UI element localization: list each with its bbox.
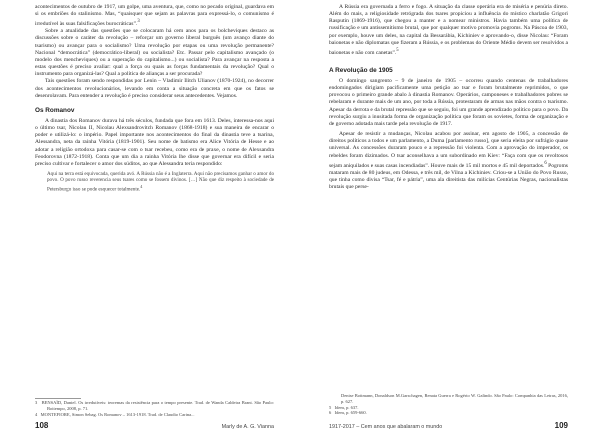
footnote-ref: 6 <box>544 160 547 166</box>
running-footer: Marly de A. G. Vianna <box>221 424 274 430</box>
left-footnotes <box>35 398 274 417</box>
block-quote: Aqui na terra está equivocada, querida avó. A Rússia não é a Inglaterra. Aqui não precisamos ganhar o amor do povo. O povo russo reverencia seus tsares como se fossem divinos. […] Não que diz respeito à sociedade de Petersburgo isso se pode esquecer totalmente.$^4$ <box>47 170 274 193</box>
footnote-ref: 4 <box>140 183 143 189</box>
section-heading: Os Romanov <box>35 106 75 114</box>
footnote: Denise Bottmann, Donaldson M.Garschagen, Renata Guerra e Rogério W. Galindo. São Paulo: Companhia das Letras, 2016, p. 627. <box>341 393 568 404</box>
paragraph: A Rússia era governada a ferro e fogo. A situação da classe operária era de miséria e penúria direto. Além do mais, a religiosidade retrógrada dos tsares propiciou a influência do místico charlatão Grigori Rasputin (1869-1916), que chegou a manter e a nomear ministros. Havia também uma política de russificação e um antissemitismo brutal, que por qualquer motivo promovia pogroms. Na Páscoa de 1903, por exemplo, houve um deles, na capital da Bessarábia, Kichiniev e aprovando-o, disse Nicolau: “Foram baionetas e não diplomatas que fizeram a Rússia, e os problemas do Oriente Médio devem ser resolvidos a baionetas e não com canetas”.$^5$ <box>329 4 568 56</box>
right-footnotes <box>329 393 568 416</box>
footnote-ref: 5 <box>396 47 399 53</box>
right-page-footer <box>329 421 568 430</box>
right-column <box>329 4 568 191</box>
paragraph: A dinastia dos Romanov durava há três séculos, fundada que fora em 1613. Deles, interessa-nos aqui o último tsar, Nicolau II, Nicolau Alexsandrovitch Romanov (1868-1918) e sua maneira de encarar o poder e utilizá-lo: o império. Papel importante nos acontecimentos do final da dinastia teve a tsarina, Alessandra, neta da rainha Vitória (1819-1901). Seu nome de batismo era Alice Vitória de Hesse e ao adotar a religião ortodoxa para casar-se com o tsar recebeu, como era de praxe, o nome de Alexsandra Feodorovna (1872-1918). Conta que um dia a rainha Vitória lhe disse que governar era difícil e seria preciso cultivar e fortalecer o amor dos súditos, ao que Alessandra teria respondido: <box>35 117 274 167</box>
running-footer: 1917-2017 – Cem anos que abalaram o mundo <box>329 424 443 430</box>
footnote-ref: 3 <box>137 19 140 25</box>
left-column <box>35 4 274 193</box>
footnote: 3 BENSAÏD, Daniel. Os irredutíveis: teoremas da resistência para o tempo presente. Trad. de Wanda Caldeira Brant. São Paulo: Boitempo, 2008, p. 71. <box>35 400 275 411</box>
paragraph: Sobre a atualidade das questões que se colocaram há cem anos para os bolcheviques destaco as discussões sobre o caráter da revolução – reforçar um governo liberal burguês (um avanço diante do tsarismo) ou avançar para o socialismo? Uma revolução por etapas ou uma revolução permanente? Nacional “democrática” (democrático-liberal) ou socialista? Etc. Passar pelo capitalismo avançado (o modelo dos mencheviques) ou a superação do capitalismo...) ou socialista? Para avançar na resposta a estas questões é preciso avaliar: qual a força ou quais as forças fundamentais da revolução? Qual o instrumento para organizá-las? Qual a política de alianças a ser procurada? <box>35 28 274 78</box>
section-heading: A Revolução de 1905 <box>329 66 393 74</box>
paragraph: Tais questões foram sendo respondidas por Lenin – Vladimir Ilitch Ulianov (1870-1924), no decorrer dos acontecimentos revolucionários, levando em conta a situação concreta em que os fatos se desenrolavam. Para entender a revolução é preciso considerar seus antecedentes. Vejamos. <box>35 78 274 99</box>
paragraph: O domingo sangrento – 9 de janeiro de 1905 – ocorreu quando centenas de trabalhadores endomingados dirigiam pacificamente uma petição ao tsar e foram brutalmente reprimidos, o que provocou o primeiro grande abalo à dinastia Romanov. Operários, camponeses e trabalhadores pobres se rebelaram e durante mais de um ano, por toda a Rússia, protestaram de armas nas mãos contra o tsarismo. Apesar da derrota e da brutal repressão que se seguiu, foi um grande aprendizado político para o povo. Da revolução surgiu a inusitada forma de organização política que foram os sovietes, forma de organização e de governo adotada mais tarde pela revolução de 1917. <box>329 77 568 127</box>
left-page-footer <box>35 421 274 430</box>
footnote: 6 Idem, p. 659-660. <box>329 410 367 416</box>
footnote: 5 Idem, p. 637. <box>329 404 359 410</box>
paragraph: acontecimentos de outubro de 1917, um golpe, uma aventura, que, como no pecado original, guardava em si os embriões do stalinismo. Mas, “quaisquer que sejam as palavras para expressá-lo, o comunismo é irredutível às suas falsificações burocráticas”.$^3$ <box>35 4 274 28</box>
page-number: 109 <box>554 421 568 430</box>
paragraph: Apesar de resistir a mudanças, Nicolau acabou por assinar, em agosto de 1905, a concessão de direitos políticos a todos e um parlamento, a Duma [parlamento russo], que seria eleita por sufrágio quase universal. As concessões duraram pouco e a repressão foi violenta. Com a aprovação do imperador, os rebeldes foram dizimados. O tsar aconselhava a um subordinado em Kiev: “Faça com que os revoltosos sejam aniquilados e suas casas incendiadas”. Houve mais de 15 mil mortos e 45 mil deportados.$^6$ Pogroms mataram mais de 80 judeus, em Odessa, e três mil, de Vilna a Kichiniev. Criou-se a União do Povo Russo, que tinha como divisa “Tsar, fé e pátria”, uma ala direitista das milícias Centúrias Negras, nacionalistas brutais que perse- <box>329 131 568 190</box>
footnote: 4 MONTEFIORE, Simon Sebag. Os Romanov – 1613-1918. Trad. de Claudio Carina... <box>35 411 195 417</box>
page-number: 108 <box>35 421 49 430</box>
